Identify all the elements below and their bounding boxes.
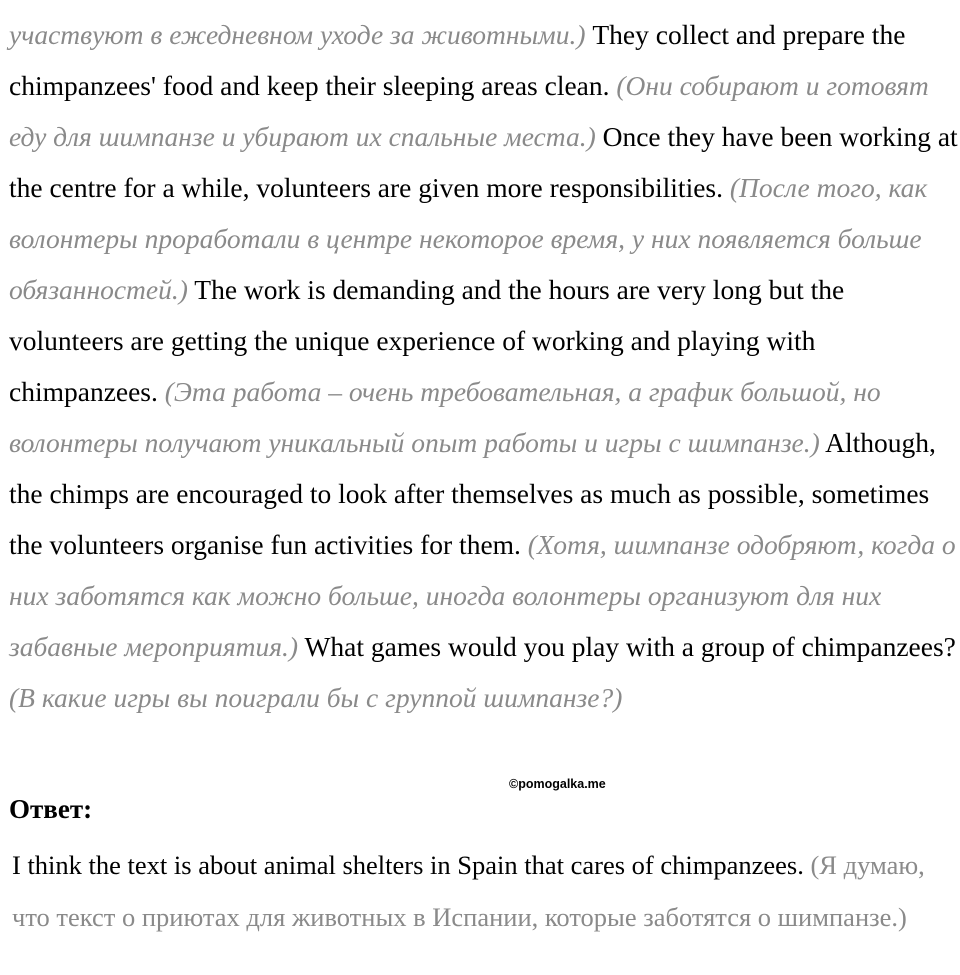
passage-en-1: They collect and prepare the chimpanzees' food and keep their sleeping areas clean. xyxy=(9,19,906,101)
passage-en-2: Once they have been working at the centre for a while, volunteers are given more responsibilities. xyxy=(9,121,958,203)
answer-heading: Ответ: xyxy=(9,794,93,824)
passage-ru-3: (После того, как волонтеры проработали в центре некоторое время, у них появляется больше обязанностей.) xyxy=(9,172,928,305)
passage-ru-5: (Хотя, шимпанзе одобряют, когда о них заботятся как можно больше, иногда волонтеры организуют для них забавные мероприятия.) xyxy=(9,529,956,662)
passage-ru-4: (Эта работа – очень требовательная, а график большой, но волонтеры получают уникальный опыт работы и игры с шимпанзе.) xyxy=(9,376,881,458)
watermark: ©pomogalka.me xyxy=(509,777,606,791)
answer-ru: (Я думаю, что текст о приютах для животных в Испании, которые заботятся о шимпанзе.) xyxy=(12,850,925,932)
answer-en: I think the text is about animal shelters in Spain that cares of chimpanzees. xyxy=(12,850,804,880)
passage-ru-1: участвуют в ежедневном уходе за животными.) xyxy=(9,19,586,50)
passage-ru-2: (Они собирают и готовят еду для шимпанзе и убирают их спальные места.) xyxy=(9,70,929,152)
passage-en-4: Although, the chimps are encouraged to look after themselves as much as possible, sometimes the volunteers organise fun activities for them. xyxy=(9,427,936,560)
answer-text xyxy=(12,839,957,943)
passage-ru-6: (В какие игры вы поиграли бы с группой шимпанзе?) xyxy=(9,682,623,713)
passage-en-5: What games would you play with a group of chimpanzees? xyxy=(304,631,956,662)
passage-en-3: The work is demanding and the hours are very long but the volunteers are getting the unique experience of working and playing with chimpanzees. xyxy=(9,274,845,407)
passage-text xyxy=(9,9,959,723)
